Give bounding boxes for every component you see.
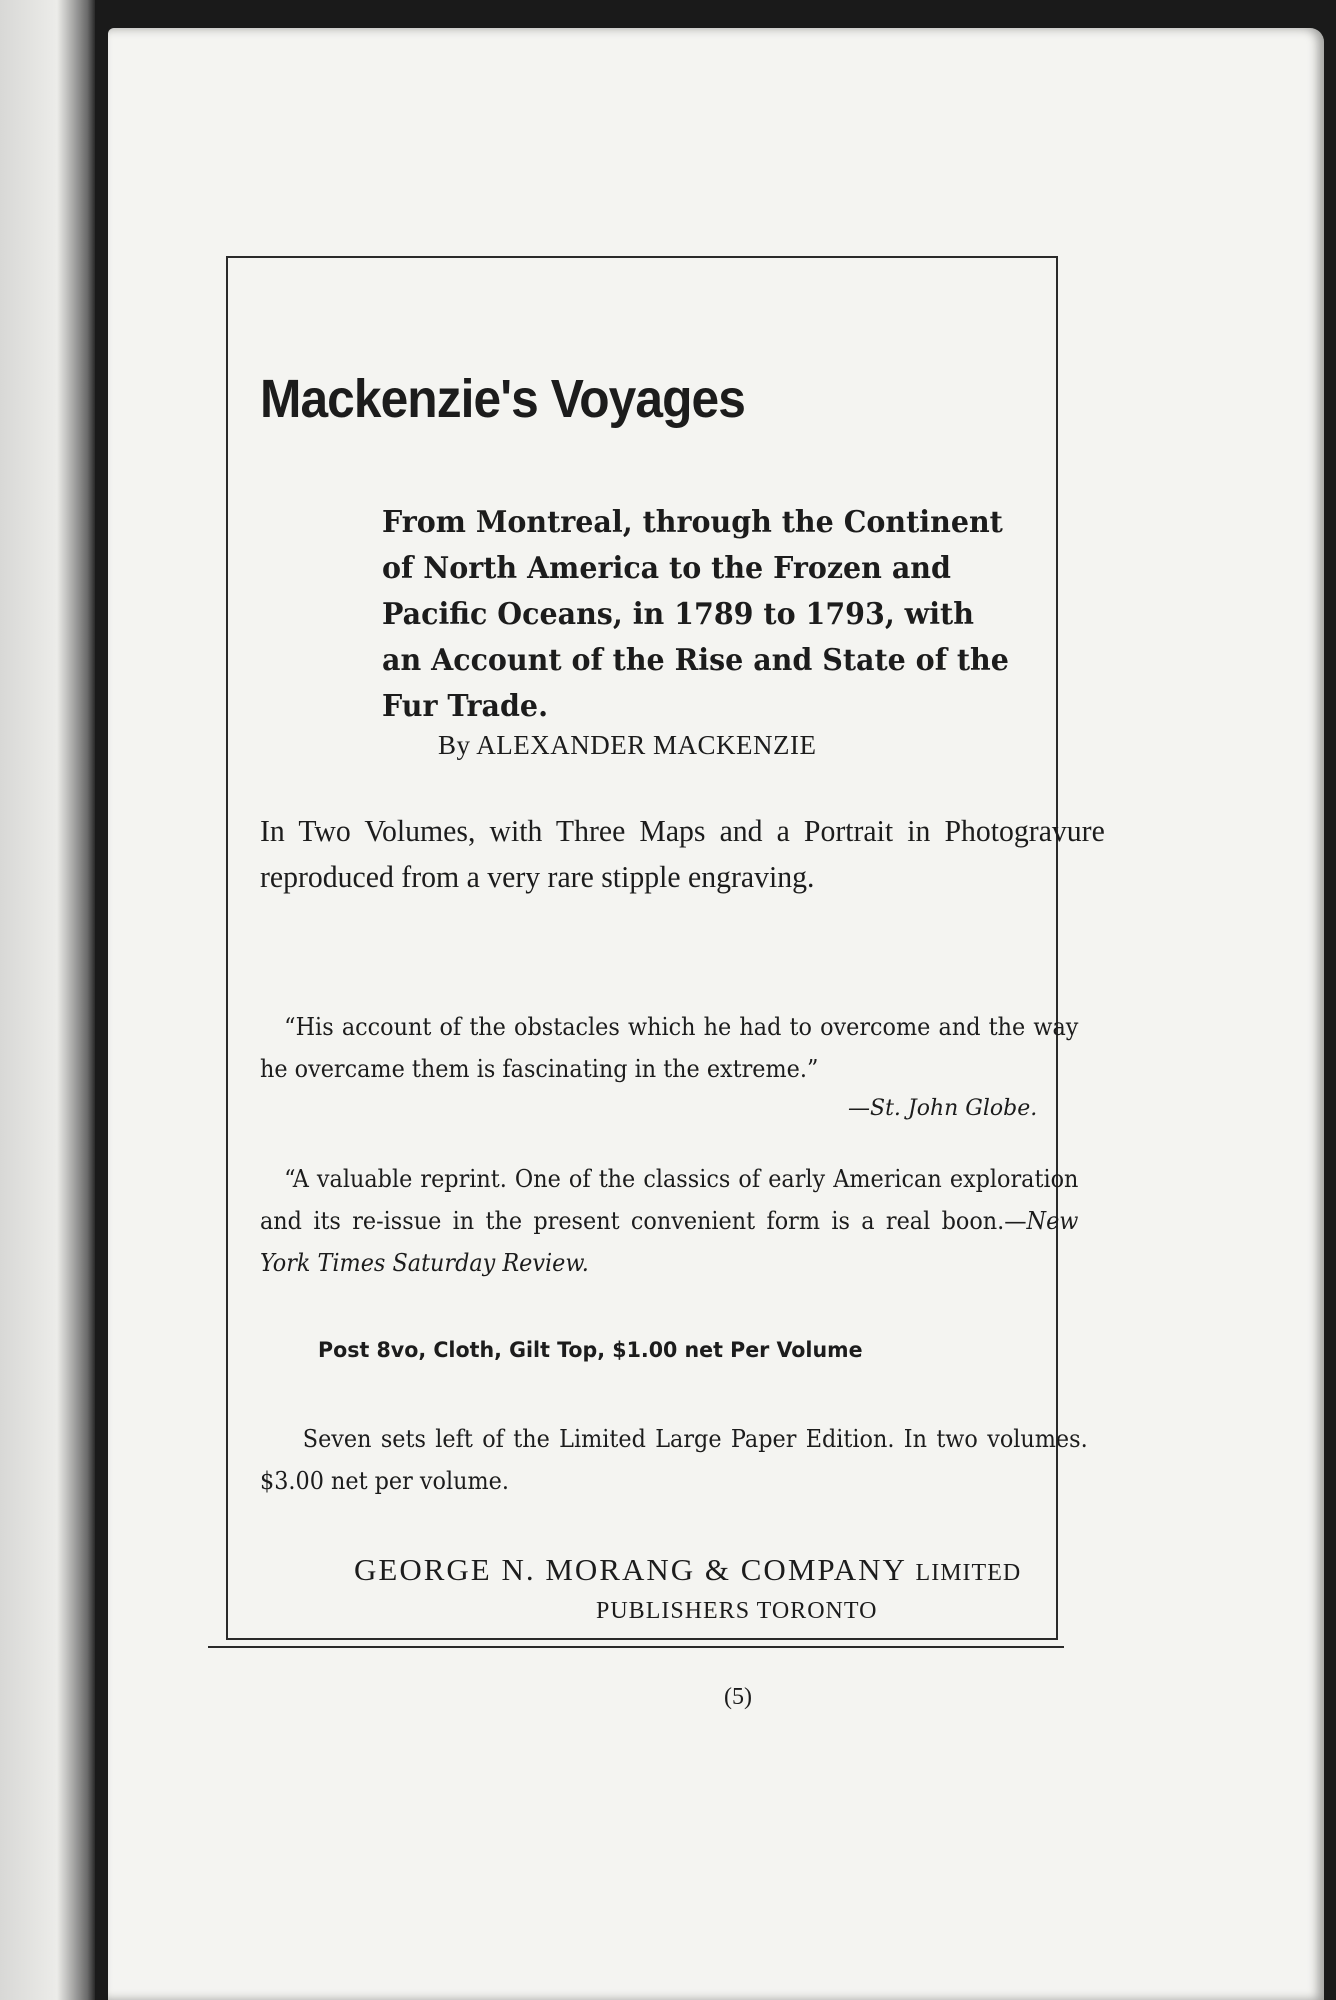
review-quote-2 [260, 1158, 1078, 1284]
author-line [438, 730, 938, 761]
review-source-2: New York Times Saturday Review. [260, 1207, 1079, 1277]
publisher-company: GEORGE N. MORANG & COMPANY [354, 1552, 906, 1587]
limited-edition-note: Seven sets left of the Limited Large Paper Edition. In two volumes. $3.00 net per volume. [260, 1425, 1088, 1495]
publisher-limited: LIMITED [915, 1560, 1022, 1586]
book-title: Mackenzie's Voyages [260, 369, 745, 429]
price-line: Post 8vo, Cloth, Gilt Top, $1.00 net Per Volume [318, 1338, 863, 1362]
facing-page-edge [0, 0, 95, 2000]
author-name: ALEXANDER MACKENZIE [476, 730, 817, 760]
review-quote-1: “His account of the obstacles which he had to overcome and the way he overcame them is fascinating in the extreme.” [260, 1013, 1079, 1083]
volumes-description: In Two Volumes, with Three Maps and a Portrait in Photogravure reproduced from a very rare stipple engraving. [260, 813, 1105, 894]
review-quote-2-text: “A valuable reprint. One of the classics of early American exploration and its re-issue in the present convenient form is a real boon.— [260, 1165, 1079, 1235]
book-subtitle: From Montreal, through the Continent of North America to the Frozen and Pacific Oceans, in 1789 to 1793, with an Account of the Rise and State of the Fur Trade. [382, 505, 1009, 724]
publisher-place [596, 1598, 996, 1625]
publishers-label: PUBLISHERS [596, 1598, 751, 1624]
author-by: By [438, 730, 471, 760]
document-page [108, 28, 1324, 2000]
publisher-name [354, 1552, 1134, 1588]
publisher-city: TORONTO [756, 1598, 878, 1624]
bottom-rule [208, 1646, 1064, 1648]
review-source-1: —St. John Globe. [848, 1096, 1038, 1121]
scan-top-edge [0, 0, 1336, 28]
page-number: (5) [724, 1684, 752, 1710]
